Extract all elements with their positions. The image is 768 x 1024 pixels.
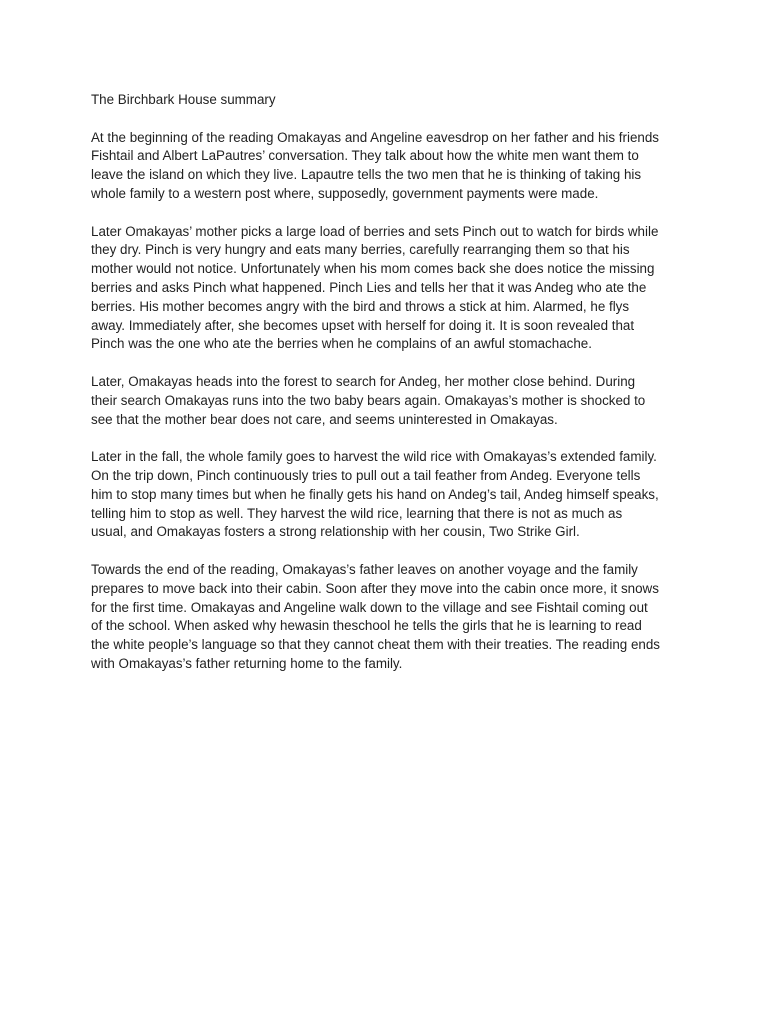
text-line: berries. His mother becomes angry with the bird and throws a stick at him. Alarmed, he flys: [91, 298, 630, 314]
text-line: leave the island on which they live. Lapautre tells the two men that he is thinking of taking his: [91, 167, 642, 183]
paragraph-1: [91, 129, 691, 204]
text-line: they dry. Pinch is very hungry and eats many berries, carefully rearranging them so that his: [91, 242, 630, 258]
text-line: whole family to a western post where, supposedly, government payments were made.: [91, 185, 599, 201]
text-line: the white people’s language so that they cannot cheat them with their treaties. The reading ends: [91, 637, 660, 653]
text-line: On the trip down, Pinch continuously tries to pull out a tail feather from Andeg. Everyone tells: [91, 467, 641, 483]
text-line: Later, Omakayas heads into the forest to search for Andeg, her mother close behind. During: [91, 373, 636, 389]
paragraph-5: [91, 561, 691, 674]
text-line: prepares to move back into their cabin. Soon after they move into the cabin once more, it snows: [91, 580, 659, 596]
text-line: Fishtail and Albert LaPautres’ conversation. They talk about how the white men want them to: [91, 148, 639, 164]
text-line: away. Immediately after, she becomes upset with herself for doing it. It is soon revealed that: [91, 317, 635, 333]
text-line: telling him to stop as well. They harvest the wild rice, learning that there is not as much as: [91, 505, 623, 521]
text-line: usual, and Omakayas fosters a strong relationship with her cousin, Two Strike Girl.: [91, 524, 580, 540]
text-line: of the school. When asked why hewasin theschool he tells the girls that he is learning to read: [91, 618, 642, 634]
document-title: The Birchbark House summary: [91, 92, 276, 107]
document-body: [91, 91, 691, 693]
text-line: At the beginning of the reading Omakayas and Angeline eavesdrop on her father and his friends: [91, 129, 659, 145]
paragraph-3: [91, 373, 691, 429]
text-line: their search Omakayas runs into the two baby bears again. Omakayas’s mother is shocked to: [91, 392, 646, 408]
text-line: him to stop many times but when he finally gets his hand on Andeg’s tail, Andeg himself speaks,: [91, 486, 659, 502]
text-line: for the first time. Omakayas and Angeline walk down to the village and see Fishtail coming out: [91, 599, 648, 615]
text-line: Pinch was the one who ate the berries when he complains of an awful stomachache.: [91, 336, 592, 352]
paragraph-2: [91, 223, 691, 355]
text-line: berries and asks Pinch what happened. Pinch Lies and tells her that it was Andeg who ate the: [91, 279, 647, 295]
text-line: Later in the fall, the whole family goes to harvest the wild rice with Omakayas’s extended family.: [91, 449, 657, 465]
text-line: see that the mother bear does not care, and seems uninterested in Omakayas.: [91, 411, 558, 427]
paragraph-4: [91, 448, 691, 542]
text-line: Later Omakayas’ mother picks a large load of berries and sets Pinch out to watch for birds while: [91, 223, 659, 239]
text-line: mother would not notice. Unfortunately when his mom comes back she does notice the missing: [91, 261, 655, 277]
text-line: Towards the end of the reading, Omakayas’s father leaves on another voyage and the family: [91, 561, 638, 577]
text-line: with Omakayas’s father returning home to the family.: [91, 655, 403, 671]
